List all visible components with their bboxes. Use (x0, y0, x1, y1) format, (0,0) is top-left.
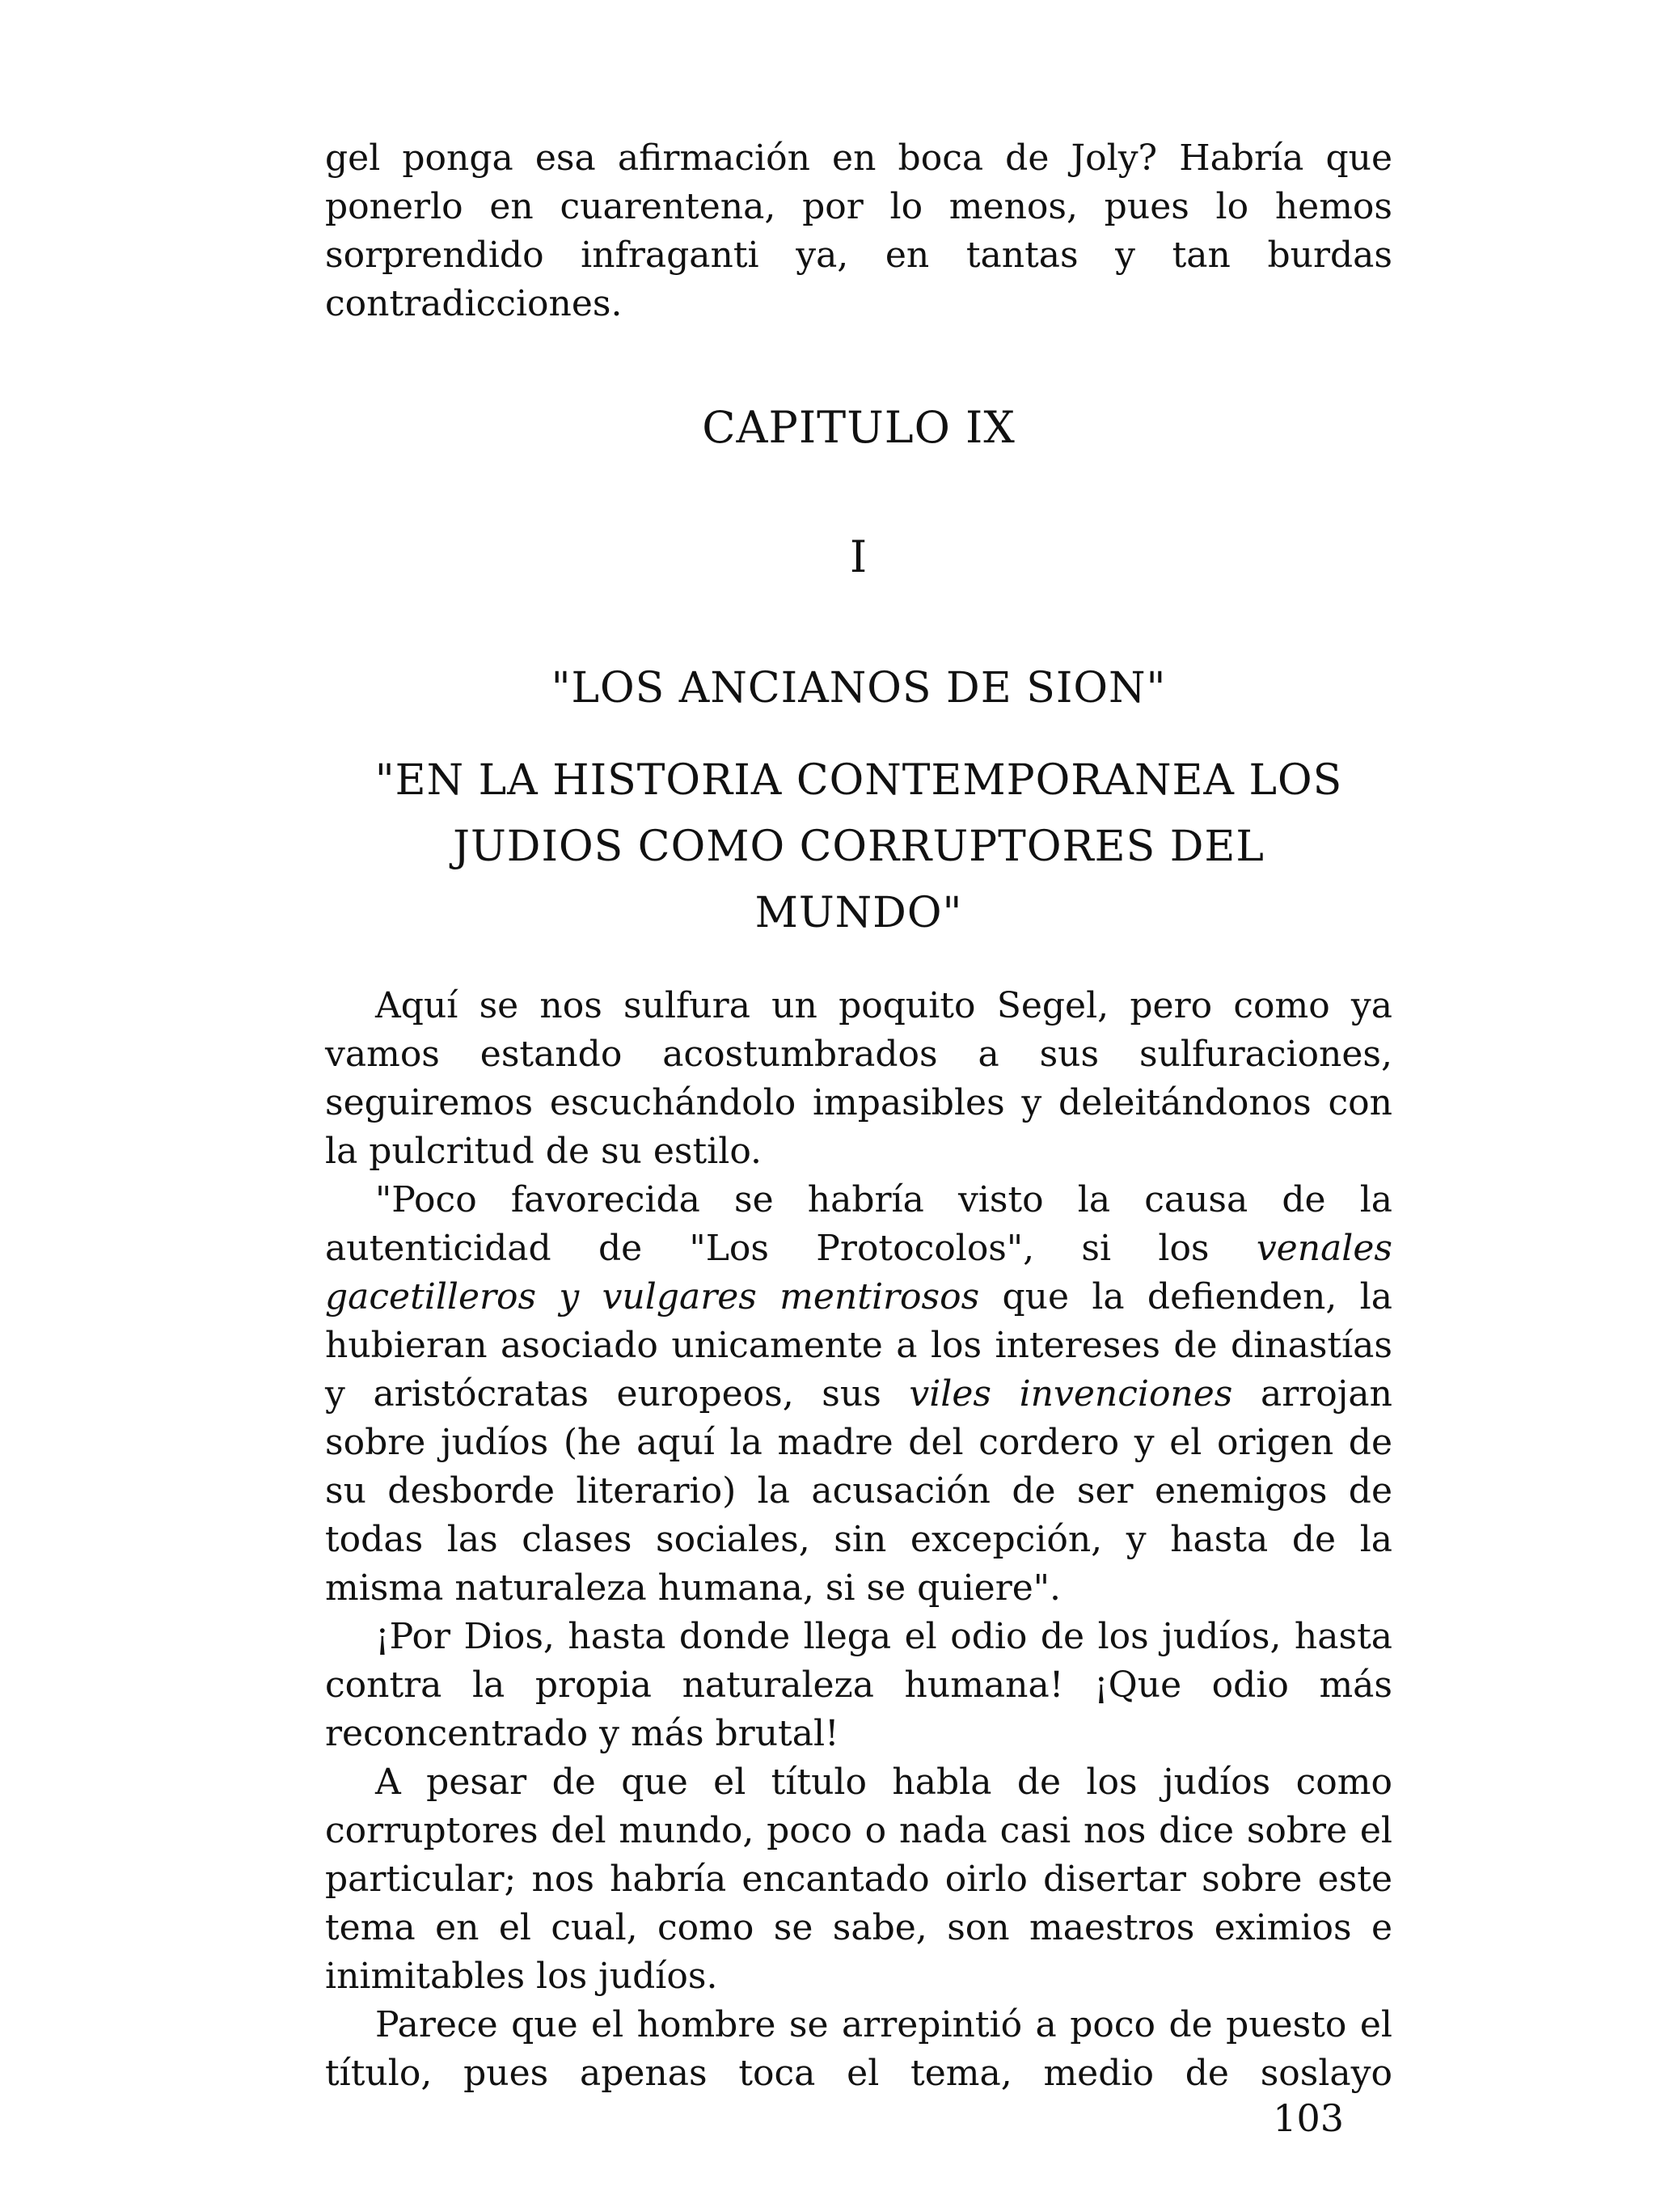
paragraph-2-part-b: que la defienden, la hubieran asociado unicamente a los intereses de dinastías y aristócratas europeos, sus (325, 1276, 1392, 1415)
opening-paragraph (325, 134, 1392, 328)
opening-line-3: sorprendido infraganti ya, en tantas y tan burdas (325, 235, 1392, 276)
opening-line-1: gel ponga esa afirmación en boca de Joly? Habría que (325, 137, 1392, 179)
paragraph-5: Parece que el hombre se arrepintió a poco de puesto el título, pues apenas toca el tema, medio de soslayo (325, 2004, 1392, 2094)
paragraph-2-part-c: arrojan sobre judíos (he aquí la madre del cordero y el origen de su desborde literario) la acusación de ser enemigos de todas las clases sociales, sin excepción, y hasta de la misma naturaleza humana, si se quiere". (325, 1373, 1392, 1609)
paragraph-2-italic-1: venales gacetilleros y vulgares mentirosos (325, 1228, 1392, 1317)
opening-line-2: ponerlo en cuarentena, por lo menos, pues lo hemos (325, 186, 1392, 227)
section-number: I (849, 531, 868, 582)
opening-line-4: contradicciones. (325, 283, 623, 324)
paragraph-2-part-a: "Poco favorecida se habría visto la causa de la autenticidad de "Los Protocolos", si los (325, 1179, 1392, 1269)
body-text (325, 982, 1392, 2098)
heading-line-3: MUNDO" (754, 889, 963, 937)
page-number: 103 (1273, 2096, 1344, 2140)
heading-line-2: JUDIOS COMO CORRUPTORES DEL (453, 823, 1265, 871)
paragraph-2 (325, 1176, 1392, 1613)
paragraph-2-italic-2: viles invenciones (909, 1373, 1233, 1415)
heading-line-1: "EN LA HISTORIA CONTEMPORANEA LOS (374, 756, 1343, 805)
paragraph-3: ¡Por Dios, hasta donde llega el odio de los judíos, hasta contra la propia naturaleza humana! ¡Que odio más reconcentrado y más brutal! (325, 1616, 1392, 1754)
heading-los-ancianos: "LOS ANCIANOS DE SION" (551, 664, 1167, 713)
chapter-title: CAPITULO IX (702, 402, 1016, 453)
paragraph-1: Aquí se nos sulfura un poquito Segel, pero como ya vamos estando acostumbrados a sus sulfuraciones, seguiremos escuchándolo impasibles y deleitándonos con la pulcritud de su estilo. (325, 985, 1392, 1172)
paragraph-4: A pesar de que el título habla de los judíos como corruptores del mundo, poco o nada casi nos dice sobre el particular; nos habría encantado oirlo disertar sobre este tema en el cual, como se sabe, son maestros eximios e inimitables los judíos. (325, 1762, 1392, 1997)
